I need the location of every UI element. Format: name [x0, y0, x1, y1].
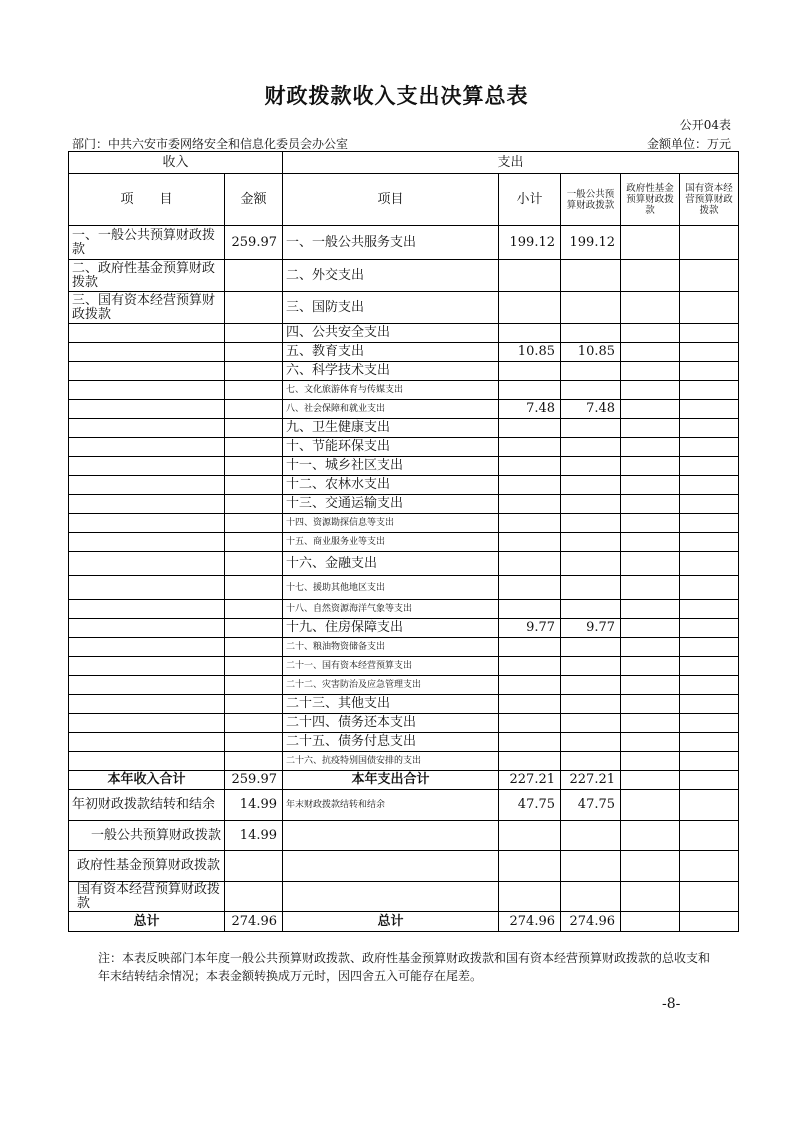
income-item-cell	[69, 552, 225, 576]
table-row	[69, 514, 739, 533]
income-item-cell: 年初财政拨款结转和结余	[69, 790, 225, 821]
state-capital-cell	[680, 381, 739, 400]
income-item-cell	[69, 419, 225, 438]
gov-fund-cell	[621, 343, 680, 362]
subtotal-cell	[499, 495, 561, 514]
income-item-cell: 三、国有资本经营预算财政拨款	[69, 292, 225, 324]
income-item-cell	[69, 676, 225, 695]
subtotal-cell	[499, 292, 561, 324]
general-budget-cell: 199.12	[561, 226, 621, 260]
general-budget-cell	[561, 714, 621, 733]
income-amount-cell: 14.99	[225, 821, 283, 851]
income-item-cell	[69, 752, 225, 771]
subtotal-cell	[499, 638, 561, 657]
table-row	[69, 657, 739, 676]
income-item-cell	[69, 600, 225, 619]
gov-fund-cell	[621, 260, 680, 292]
state-capital-cell	[680, 419, 739, 438]
subtotal-cell	[499, 733, 561, 752]
income-item-cell: 二、政府性基金预算财政拨款	[69, 260, 225, 292]
income-amount-cell	[225, 752, 283, 771]
income-item-cell: 本年收入合计	[69, 771, 225, 790]
state-capital-cell	[680, 514, 739, 533]
gov-fund-cell	[621, 821, 680, 851]
table-row	[69, 552, 739, 576]
income-item-cell	[69, 343, 225, 362]
state-capital-cell	[680, 226, 739, 260]
state-capital-cell	[680, 438, 739, 457]
subtotal-cell	[499, 381, 561, 400]
state-capital-cell	[680, 400, 739, 419]
gov-fund-cell	[621, 752, 680, 771]
table-row	[69, 438, 739, 457]
income-amount-cell	[225, 851, 283, 882]
expense-item-cell: 一、一般公共服务支出	[283, 226, 499, 260]
income-item-cell	[69, 619, 225, 638]
gov-fund-cell	[621, 851, 680, 882]
subtotal-cell	[499, 552, 561, 576]
gov-fund-cell	[621, 771, 680, 790]
general-budget-cell	[561, 733, 621, 752]
gov-fund-cell	[621, 362, 680, 381]
subtotal-cell	[499, 324, 561, 343]
income-item-cell: 总计	[69, 912, 225, 932]
gov-fund-header: 政府性基金预算财政拨款	[621, 174, 680, 226]
income-item-cell	[69, 714, 225, 733]
income-amount-cell: 259.97	[225, 771, 283, 790]
income-item-cell: 一、一般公共预算财政拨款	[69, 226, 225, 260]
gov-fund-cell	[621, 619, 680, 638]
state-capital-cell	[680, 343, 739, 362]
subtotal-cell	[499, 657, 561, 676]
table-row	[69, 733, 739, 752]
subtotal-cell: 199.12	[499, 226, 561, 260]
general-budget-cell	[561, 457, 621, 476]
income-item-cell	[69, 324, 225, 343]
gov-fund-cell	[621, 790, 680, 821]
state-capital-cell	[680, 600, 739, 619]
gov-fund-cell	[621, 400, 680, 419]
income-item-cell	[69, 495, 225, 514]
income-amount-cell	[225, 733, 283, 752]
expense-item-cell: 本年支出合计	[283, 771, 499, 790]
table-row	[69, 476, 739, 495]
income-amount-cell	[225, 882, 283, 912]
table-row	[69, 457, 739, 476]
general-budget-cell	[561, 381, 621, 400]
expense-item-cell: 二十五、债务付息支出	[283, 733, 499, 752]
general-budget-cell	[561, 752, 621, 771]
income-amount-header: 金额	[225, 174, 283, 226]
gov-fund-cell	[621, 419, 680, 438]
table-row	[69, 343, 739, 362]
general-budget-cell	[561, 533, 621, 552]
subtotal-cell	[499, 851, 561, 882]
expense-item-cell: 十四、资源勘探信息等支出	[283, 514, 499, 533]
income-amount-cell	[225, 324, 283, 343]
state-capital-cell	[680, 851, 739, 882]
subtotal-cell	[499, 260, 561, 292]
table-row	[69, 495, 739, 514]
state-capital-cell	[680, 821, 739, 851]
table-row	[69, 619, 739, 638]
gov-fund-cell	[621, 495, 680, 514]
state-capital-cell	[680, 619, 739, 638]
income-amount-cell	[225, 619, 283, 638]
table-row	[69, 400, 739, 419]
general-budget-cell	[561, 419, 621, 438]
subtotal-cell	[499, 695, 561, 714]
subtotal-cell	[499, 457, 561, 476]
general-budget-cell	[561, 821, 621, 851]
expense-item-cell: 十一、城乡社区支出	[283, 457, 499, 476]
income-item-cell	[69, 695, 225, 714]
state-capital-cell	[680, 576, 739, 600]
expense-item-cell: 年末财政拨款结转和结余	[283, 790, 499, 821]
general-budget-cell: 10.85	[561, 343, 621, 362]
amount-unit-label: 金额单位：万元	[646, 137, 731, 151]
general-budget-cell	[561, 514, 621, 533]
income-item-cell	[69, 362, 225, 381]
state-capital-cell	[680, 457, 739, 476]
expense-item-cell: 二十三、其他支出	[283, 695, 499, 714]
gov-fund-cell	[621, 476, 680, 495]
income-item-cell	[69, 576, 225, 600]
general-budget-cell: 227.21	[561, 771, 621, 790]
income-amount-cell	[225, 533, 283, 552]
page-number: -8-	[662, 996, 681, 1012]
expense-item-cell: 二十六、抗疫特别国债安排的支出	[283, 752, 499, 771]
gov-fund-cell	[621, 733, 680, 752]
expense-header: 支出	[283, 152, 739, 174]
table-row	[69, 752, 739, 771]
table-row	[69, 695, 739, 714]
general-budget-cell	[561, 638, 621, 657]
income-amount-cell	[225, 362, 283, 381]
subtotal-cell: 227.21	[499, 771, 561, 790]
gov-fund-cell	[621, 676, 680, 695]
income-item-cell	[69, 533, 225, 552]
state-capital-cell	[680, 733, 739, 752]
general-budget-cell	[561, 260, 621, 292]
general-budget-cell	[561, 695, 621, 714]
income-item-cell	[69, 638, 225, 657]
gov-fund-cell	[621, 882, 680, 912]
income-item-cell	[69, 657, 225, 676]
income-item-cell	[69, 476, 225, 495]
expense-item-cell: 九、卫生健康支出	[283, 419, 499, 438]
income-amount-cell	[225, 457, 283, 476]
gov-fund-cell	[621, 576, 680, 600]
state-capital-cell	[680, 714, 739, 733]
general-budget-cell	[561, 657, 621, 676]
expense-item-cell: 二十二、灾害防治及应急管理支出	[283, 676, 499, 695]
income-header: 收入	[69, 152, 283, 174]
income-amount-cell	[225, 657, 283, 676]
general-budget-cell	[561, 676, 621, 695]
income-amount-cell	[225, 514, 283, 533]
state-capital-cell	[680, 638, 739, 657]
income-item-cell: 国有资本经营预算财政拨款	[69, 882, 225, 912]
subtotal-cell: 274.96	[499, 912, 561, 932]
subtotal-cell	[499, 882, 561, 912]
expense-item-cell: 十三、交通运输支出	[283, 495, 499, 514]
expense-item-cell: 十五、商业服务业等支出	[283, 533, 499, 552]
expense-item-header: 项目	[283, 174, 499, 226]
form-number: 公开04表	[679, 118, 731, 132]
department-label: 部门：中共六安市委网络安全和信息化委员会办公室	[72, 137, 349, 151]
income-amount-cell	[225, 476, 283, 495]
general-budget-cell: 7.48	[561, 400, 621, 419]
income-item-cell	[69, 457, 225, 476]
budget-summary-table	[68, 151, 739, 932]
state-capital-cell	[680, 533, 739, 552]
income-item-header: 项 目	[69, 174, 225, 226]
income-amount-cell	[225, 576, 283, 600]
table-row	[69, 226, 739, 260]
subtotal-cell	[499, 600, 561, 619]
state-capital-cell	[680, 657, 739, 676]
table-row	[69, 533, 739, 552]
subtotal-header: 小计	[499, 174, 561, 226]
table-row	[69, 638, 739, 657]
gov-fund-cell	[621, 695, 680, 714]
general-budget-cell: 47.75	[561, 790, 621, 821]
state-capital-cell	[680, 882, 739, 912]
income-amount-cell	[225, 676, 283, 695]
general-budget-cell	[561, 882, 621, 912]
expense-item-cell: 十二、农林水支出	[283, 476, 499, 495]
expense-item-cell: 十九、住房保障支出	[283, 619, 499, 638]
state-capital-cell	[680, 292, 739, 324]
table-row	[69, 714, 739, 733]
income-item-cell	[69, 400, 225, 419]
general-budget-cell	[561, 600, 621, 619]
gov-fund-cell	[621, 714, 680, 733]
table-row	[69, 882, 739, 912]
income-amount-cell	[225, 381, 283, 400]
table-row	[69, 419, 739, 438]
income-amount-cell	[225, 438, 283, 457]
state-capital-cell	[680, 771, 739, 790]
gov-fund-cell	[621, 324, 680, 343]
expense-item-cell: 二十一、国有资本经营预算支出	[283, 657, 499, 676]
table-row	[69, 851, 739, 882]
income-item-cell	[69, 733, 225, 752]
expense-item-cell: 十八、自然资源海洋气象等支出	[283, 600, 499, 619]
income-item-cell: 一般公共预算财政拨款	[69, 821, 225, 851]
income-amount-cell	[225, 600, 283, 619]
expense-item-cell: 三、国防支出	[283, 292, 499, 324]
table-row	[69, 821, 739, 851]
gov-fund-cell	[621, 600, 680, 619]
table-row	[69, 912, 739, 932]
income-item-cell	[69, 514, 225, 533]
general-budget-cell	[561, 324, 621, 343]
state-capital-cell	[680, 362, 739, 381]
table-row	[69, 790, 739, 821]
expense-item-cell: 七、文化旅游体育与传媒支出	[283, 381, 499, 400]
income-amount-cell	[225, 292, 283, 324]
expense-item-cell: 四、公共安全支出	[283, 324, 499, 343]
table-note: 注：本表反映部门本年度一般公共预算财政拨款、政府性基金预算财政拨款和国有资本经营预算财政拨款的总收支和年末结转结余情况；本表金额转换成万元时，因四舍五入可能存在尾差。	[98, 951, 711, 983]
table-row	[69, 292, 739, 324]
state-capital-cell	[680, 695, 739, 714]
subtotal-cell	[499, 419, 561, 438]
subtotal-cell	[499, 476, 561, 495]
state-capital-cell	[680, 552, 739, 576]
income-item-cell: 政府性基金预算财政拨款	[69, 851, 225, 882]
subtotal-cell	[499, 676, 561, 695]
income-amount-cell	[225, 552, 283, 576]
expense-item-cell: 二十四、债务还本支出	[283, 714, 499, 733]
table-row	[69, 576, 739, 600]
table-row	[69, 600, 739, 619]
income-amount-cell: 259.97	[225, 226, 283, 260]
table-row	[69, 676, 739, 695]
subtotal-cell	[499, 533, 561, 552]
gov-fund-cell	[621, 657, 680, 676]
state-capital-cell	[680, 260, 739, 292]
gov-fund-cell	[621, 292, 680, 324]
gov-fund-cell	[621, 381, 680, 400]
gov-fund-cell	[621, 533, 680, 552]
income-amount-cell: 14.99	[225, 790, 283, 821]
subtotal-cell: 47.75	[499, 790, 561, 821]
subtotal-cell	[499, 821, 561, 851]
state-capital-cell	[680, 912, 739, 932]
income-amount-cell	[225, 495, 283, 514]
general-budget-cell: 9.77	[561, 619, 621, 638]
subtotal-cell	[499, 714, 561, 733]
expense-item-cell	[283, 821, 499, 851]
expense-item-cell: 二十、粮油物资储备支出	[283, 638, 499, 657]
expense-item-cell: 十六、金融支出	[283, 552, 499, 576]
expense-item-cell: 十、节能环保支出	[283, 438, 499, 457]
expense-item-cell: 五、教育支出	[283, 343, 499, 362]
general-budget-cell: 274.96	[561, 912, 621, 932]
gov-fund-cell	[621, 438, 680, 457]
income-amount-cell: 274.96	[225, 912, 283, 932]
expense-item-cell	[283, 851, 499, 882]
subtotal-cell	[499, 514, 561, 533]
expense-item-cell: 总计	[283, 912, 499, 932]
state-capital-cell	[680, 324, 739, 343]
income-amount-cell	[225, 260, 283, 292]
state-capital-cell	[680, 752, 739, 771]
expense-item-cell: 六、科学技术支出	[283, 362, 499, 381]
general-budget-cell	[561, 495, 621, 514]
subtotal-cell: 10.85	[499, 343, 561, 362]
subtotal-cell	[499, 576, 561, 600]
income-item-cell	[69, 381, 225, 400]
page-title: 财政拨款收入支出决算总表	[264, 83, 529, 108]
gov-fund-cell	[621, 552, 680, 576]
general-budget-cell	[561, 292, 621, 324]
gov-fund-cell	[621, 514, 680, 533]
subtotal-cell	[499, 362, 561, 381]
table-row	[69, 324, 739, 343]
general-budget-cell	[561, 576, 621, 600]
income-amount-cell	[225, 400, 283, 419]
gov-fund-cell	[621, 226, 680, 260]
table-row	[69, 362, 739, 381]
table-row	[69, 260, 739, 292]
state-capital-cell	[680, 676, 739, 695]
general-budget-cell	[561, 851, 621, 882]
subtotal-cell: 9.77	[499, 619, 561, 638]
general-budget-cell	[561, 476, 621, 495]
table-row	[69, 771, 739, 790]
income-amount-cell	[225, 714, 283, 733]
state-capital-cell	[680, 495, 739, 514]
table-row	[69, 381, 739, 400]
state-capital-cell	[680, 790, 739, 821]
subtotal-cell	[499, 438, 561, 457]
general-budget-cell	[561, 438, 621, 457]
income-amount-cell	[225, 695, 283, 714]
expense-item-cell: 二、外交支出	[283, 260, 499, 292]
gov-fund-cell	[621, 457, 680, 476]
subtotal-cell	[499, 752, 561, 771]
general-budget-header: 一般公共预算财政拨款	[561, 174, 621, 226]
state-capital-header: 国有资本经营预算财政拨款	[680, 174, 739, 226]
income-item-cell	[69, 438, 225, 457]
expense-item-cell: 八、社会保障和就业支出	[283, 400, 499, 419]
subtotal-cell: 7.48	[499, 400, 561, 419]
general-budget-cell	[561, 552, 621, 576]
expense-item-cell	[283, 882, 499, 912]
gov-fund-cell	[621, 912, 680, 932]
gov-fund-cell	[621, 638, 680, 657]
state-capital-cell	[680, 476, 739, 495]
general-budget-cell	[561, 362, 621, 381]
income-amount-cell	[225, 343, 283, 362]
income-amount-cell	[225, 419, 283, 438]
expense-item-cell: 十七、援助其他地区支出	[283, 576, 499, 600]
income-amount-cell	[225, 638, 283, 657]
